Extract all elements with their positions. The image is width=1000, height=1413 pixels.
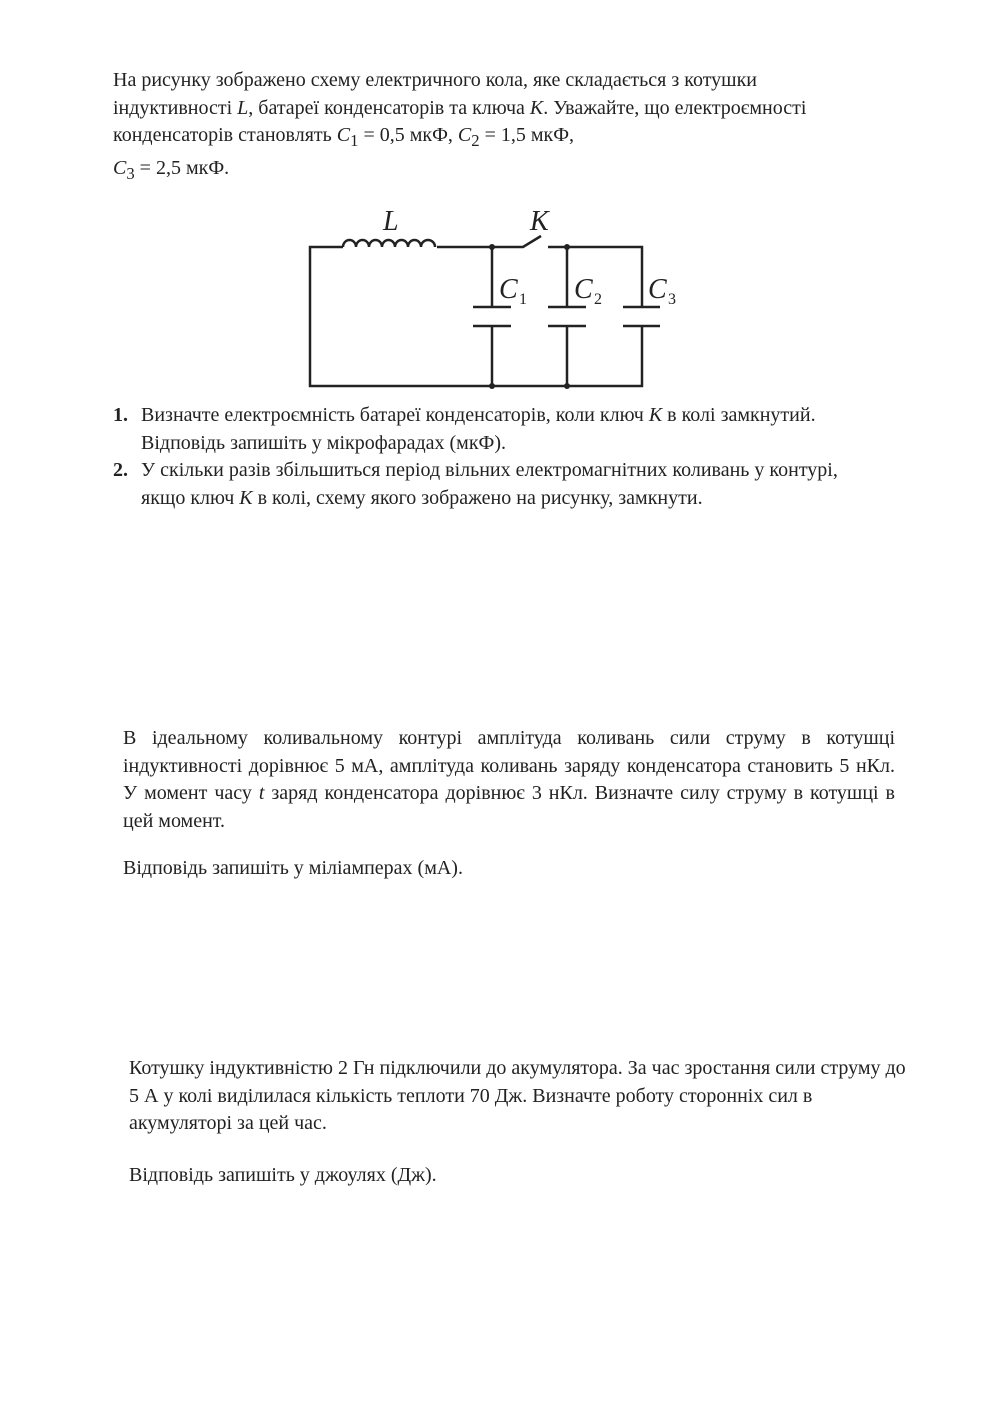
question-text: в колі замкнутий.	[662, 404, 816, 426]
question-text: У скільки разів збільшиться період вільних електромагнітних коливань у контурі, якщо ключ	[141, 459, 838, 509]
intro-text: . Уважайте, що електроємності конденсаторів становлять	[113, 96, 807, 146]
label-C1-sub: 1	[519, 291, 527, 308]
var-t: t	[258, 782, 265, 804]
c1-value: = 0,5 мкФ,	[358, 124, 458, 146]
task2-text-a: В ідеальному коливальному контурі амплітуда коливань сили струму в котушці індуктивності дорівнює 5 мА, амплітуда коливань заряду конденсатора становить 5 нКл. У момент часу	[123, 727, 895, 804]
var-C2: C	[457, 124, 472, 146]
question-2	[113, 457, 863, 512]
var-K: K	[529, 96, 544, 119]
task1-intro	[113, 67, 863, 187]
answer-note: Відповідь запишіть у мікрофарадах (мкФ).	[141, 431, 506, 454]
var-C3: C	[113, 156, 127, 179]
sub: 3	[126, 163, 135, 183]
label-C1: C	[499, 274, 518, 305]
circuit-diagram	[300, 195, 700, 395]
var-K: K	[239, 486, 253, 509]
question-number: 1.	[113, 404, 128, 426]
question-1	[113, 402, 863, 457]
task2-answer-note: Відповідь запишіть у міліамперах (мА).	[123, 857, 463, 879]
sub: 1	[350, 131, 359, 150]
task3-text: Котушку індуктивністю 2 Гн підключили до акумулятора. За час зростання сили струму до 5 А у колі виділилася кількість теплоти 70 Дж. Визначте роботу сторонніх сил в акумуляторі за цей час.	[129, 1057, 906, 1134]
var-L: L	[237, 96, 249, 119]
var-K: K	[648, 404, 663, 426]
c2-value: = 1,5 мкФ,	[479, 124, 575, 146]
label-C2: C	[574, 274, 593, 305]
label-K: K	[530, 206, 549, 237]
label-C2-sub: 2	[594, 291, 602, 308]
task3-answer-note: Відповідь запишіть у джоулях (Дж).	[129, 1164, 437, 1186]
question-text: в колі, схему якого зображено на рисунку, замкнути.	[252, 486, 703, 509]
task1-questions	[113, 402, 863, 512]
intro-text: , батареї конденсаторів та ключа	[248, 96, 530, 119]
task2-text-b: заряд конденсатора дорівнює 3 нКл. Визначте силу струму в котушці в цей момент.	[123, 782, 896, 832]
task2-text	[123, 725, 895, 835]
sub: 2	[471, 131, 480, 150]
c3-value: = 2,5 мкФ.	[134, 156, 230, 179]
label-C3-sub: 3	[668, 291, 676, 308]
question-text: Визначте електроємність батареї конденсаторів, коли ключ	[141, 404, 649, 426]
question-number: 2.	[113, 459, 128, 481]
label-C3: C	[648, 274, 667, 305]
intro-text: На рисунку зображено схему електричного кола, яке складається з котушки індуктивності	[113, 69, 757, 119]
var-C1: C	[336, 124, 351, 146]
label-L: L	[383, 206, 399, 237]
